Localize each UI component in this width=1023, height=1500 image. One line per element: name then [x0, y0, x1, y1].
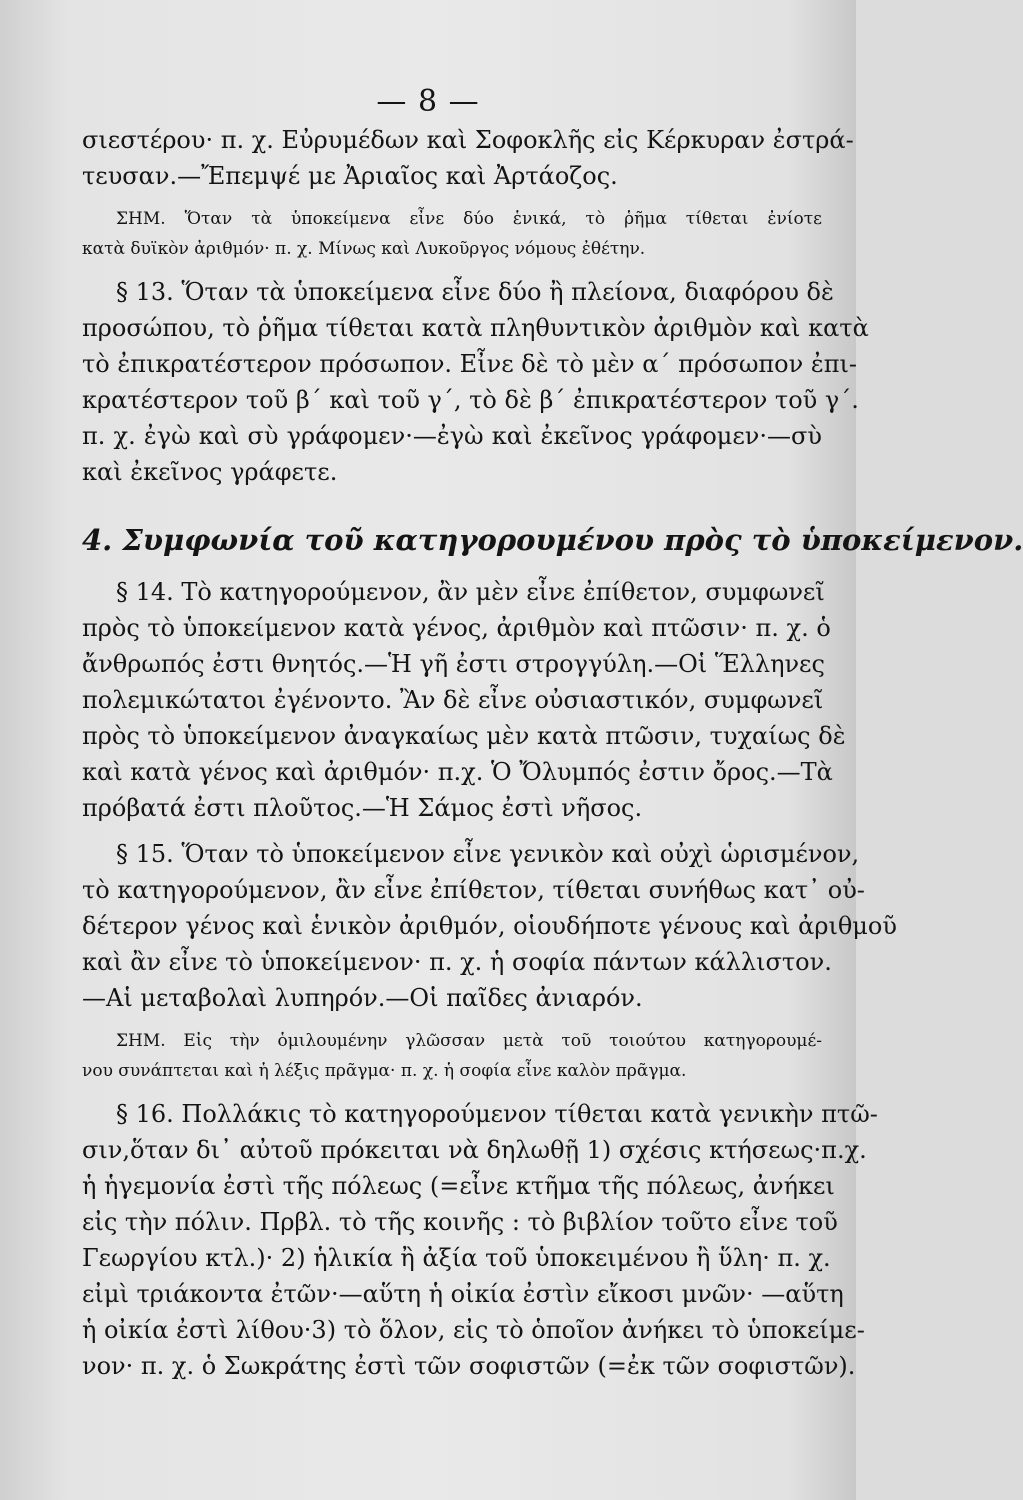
text-line: —Αἱ μεταβολαὶ λυπηρόν.—Οἱ παῖδες ἀνιαρόν. — [82, 984, 643, 1012]
text-line: ἡ οἰκία ἐστὶ λίθου·3) τὸ ὅλον, εἰς τὸ ὁποῖον ἀνήκει τὸ ὑποκείμε- — [82, 1316, 865, 1344]
text-line: εἰμὶ τριάκοντα ἐτῶν·—αὕτη ἡ οἰκία ἐστὶν εἴκοσι μνῶν· —αὕτη — [82, 1280, 844, 1308]
text-line: Γεωργίου κτλ.)· 2) ἡλικία ἢ ἀξία τοῦ ὑποκειμένου ἢ ὕλη· π. χ. — [82, 1244, 831, 1272]
text-line: τὸ κατηγορούμενον, ἂν εἶνε ἐπίθετον, τίθεται συνήθως κατ᾽ οὐ- — [82, 876, 865, 904]
text-line: ΣΗΜ. Εἰς τὴν ὁμιλουμένην γλῶσσαν μετὰ τοῦ τοιούτου κατηγορουμέ- — [116, 1031, 822, 1051]
text-line: § 14. Τὸ κατηγορούμενον, ἂν μὲν εἶνε ἐπίθετον, συμφωνεῖ — [116, 578, 825, 606]
continuation-paragraph — [82, 122, 854, 194]
text-line: σιν,ὅταν δι᾽ αὐτοῦ πρόκειται νὰ δηλωθῇ 1) σχέσις κτήσεως·π.χ. — [82, 1136, 867, 1164]
text-line: § 16. Πολλάκις τὸ κατηγορούμενον τίθεται κατὰ γενικὴν πτῶ- — [116, 1100, 878, 1128]
text-line: τὸ ἐπικρατέστερον πρόσωπον. Εἶνε δὲ τὸ μὲν α΄ πρόσωπον ἐπι- — [82, 350, 857, 378]
text-line: εἰς τὴν πόλιν. Πρβλ. τὸ τῆς κοινῆς : τὸ βιβλίον τοῦτο εἶνε τοῦ — [82, 1208, 838, 1236]
text-line: καὶ ἂν εἶνε τὸ ὑποκείμενον· π. χ. ἡ σοφία πάντων κάλλιστον. — [82, 948, 832, 976]
text-line: § 13. Ὅταν τὰ ὑποκείμενα εἶνε δύο ἢ πλείονα, διαφόρου δὲ — [116, 278, 834, 306]
page-body — [82, 122, 1023, 1394]
text-line: δέτερον γένος καὶ ἑνικὸν ἀριθμόν, οἱουδήποτε γένους καὶ ἀριθμοῦ — [82, 912, 897, 940]
text-line: πρὸς τὸ ὑποκείμενον κατὰ γένος, ἀριθμὸν καὶ πτῶσιν· π. χ. ὁ — [82, 614, 831, 642]
note-paragraph — [82, 1026, 822, 1086]
text-line: πρὸς τὸ ὑποκείμενον ἀναγκαίως μὲν κατὰ πτῶσιν, τυχαίως δὲ — [82, 722, 846, 750]
text-line: κρατέστερον τοῦ β΄ καὶ τοῦ γ΄, τὸ δὲ β΄ ἐπικρατέστερον τοῦ γ΄. — [82, 386, 859, 414]
text-line: τευσαν.—Ἔπεμψέ με Ἀριαῖος καὶ Ἀρτάοζος. — [82, 162, 618, 190]
section-14-paragraph — [82, 574, 846, 826]
text-line: νον· π. χ. ὁ Σωκράτης ἐστὶ τῶν σοφιστῶν (=ἐκ τῶν σοφιστῶν). — [82, 1352, 856, 1380]
note-paragraph — [82, 204, 822, 264]
section-16-paragraph — [82, 1096, 878, 1384]
text-line: πρόβατά ἐστι πλοῦτος.—Ἡ Σάμος ἐστὶ νῆσος. — [82, 794, 643, 822]
page-number: — 8 — — [376, 84, 480, 119]
text-line: ΣΗΜ. Ὅταν τὰ ὑποκείμενα εἶνε δύο ἑνικά, τὸ ῥῆμα τίθεται ἐνίοτε — [116, 209, 822, 229]
text-line: ἄνθρωπός ἐστι θνητός.—Ἡ γῆ ἐστι στρογγύλη.—Οἱ Ἕλληνες — [82, 650, 825, 678]
text-line: πολεμικώτατοι ἐγένοντο. Ἂν δὲ εἶνε οὐσιαστικόν, συμφωνεῖ — [82, 686, 824, 714]
section-15-paragraph — [82, 836, 897, 1016]
text-line: κατὰ δυϊκὸν ἀριθμόν· π. χ. Μίνως καὶ Λυκοῦργος νόμους ἐθέτην. — [82, 239, 646, 259]
section-13-paragraph — [82, 274, 869, 490]
text-line: ἡ ἡγεμονία ἐστὶ τῆς πόλεως (=εἶνε κτῆμα τῆς πόλεως, ἀνήκει — [82, 1172, 835, 1200]
text-line: § 15. Ὅταν τὸ ὑποκείμενον εἶνε γενικὸν καὶ οὐχὶ ὡρισμένον, — [116, 840, 860, 868]
text-line: προσώπου, τὸ ῥῆμα τίθεται κατὰ πληθυντικὸν ἀριθμὸν καὶ κατὰ — [82, 314, 869, 342]
text-line: π. χ. ἐγὼ καὶ σὺ γράφομεν·—ἐγὼ καὶ ἐκεῖνος γράφομεν·—σὺ — [82, 422, 822, 450]
text-line: νου συνάπτεται καὶ ἡ λέξις πρᾶγμα· π. χ. ἡ σοφία εἶνε καλὸν πρᾶγμα. — [82, 1061, 687, 1081]
text-line: καὶ κατὰ γένος καὶ ἀριθμόν· π.χ. Ὁ Ὄλυμπός ἐστιν ὄρος.—Τὰ — [82, 758, 833, 786]
text-line: σιεστέρου· π. χ. Εὐρυμέδων καὶ Σοφοκλῆς εἰς Κέρκυραν ἐστρά- — [82, 126, 854, 154]
text-line: καὶ ἐκεῖνος γράφετε. — [82, 458, 338, 486]
section-heading: 4. Συμφωνία τοῦ κατηγορουμένου πρὸς τὸ ὑποκείμενον. — [82, 523, 1023, 557]
